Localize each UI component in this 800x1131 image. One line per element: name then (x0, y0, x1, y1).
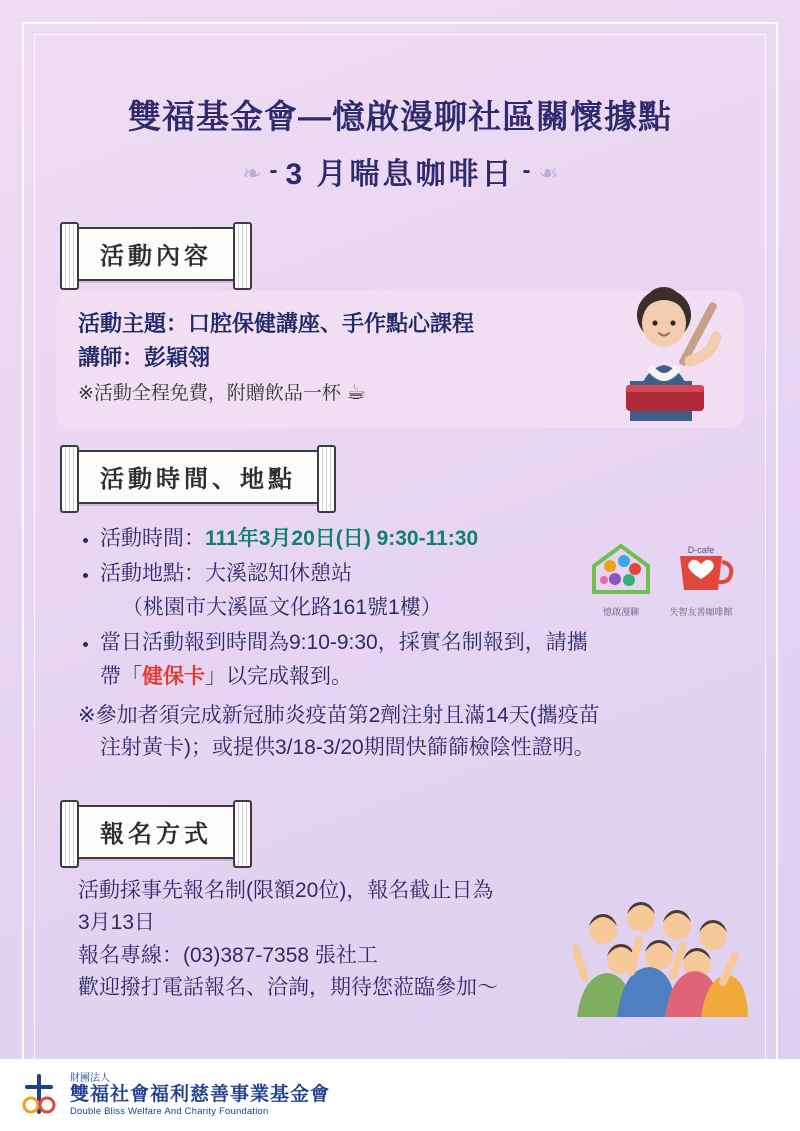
dash-left: - (269, 157, 278, 185)
vaccine-note-line-1: ※參加者須完成新冠肺炎疫苗第2劑注射且滿14天(攜疫苗 (78, 703, 600, 727)
registration-line-4: 歡迎撥打電話報名、洽詢，期待您蒞臨參加～ (78, 976, 498, 1000)
registration-line-2: 3月13日 (78, 911, 156, 935)
poster-title: 雙福基金會—憶啟漫聊社區關懷據點 (128, 98, 672, 135)
svg-text:D-cafe: D-cafe (687, 544, 715, 555)
logo-dcafe (668, 540, 734, 618)
cup-logo-icon (668, 540, 734, 598)
checkin-text-part2 (100, 660, 724, 694)
checkin-suffix: 」以完成報到。 (205, 664, 352, 688)
activity-note: ※活動全程免費，附贈飲品一杯 (78, 383, 341, 405)
activity-time-value: 111年3月20日(日) 9:30-11:30 (205, 526, 479, 550)
footer-line-3: Double Bliss Welfare And Charity Foundation (70, 1105, 269, 1117)
activity-place-label: 活動地點： (100, 562, 205, 586)
activity-time-label: 活動時間： (100, 526, 205, 550)
footer-text-block (70, 1073, 330, 1117)
logo-yiqimanliao (588, 540, 654, 618)
activity-address: （桃園市大溪區文化路161號1樓） (122, 595, 442, 619)
banner-registration-label: 報名方式 (64, 805, 248, 859)
foundation-logo-icon (18, 1072, 60, 1118)
registration-phone: 報名專線：(03)387-7358 張社工 (78, 943, 378, 967)
time-place-card (56, 514, 744, 783)
frame-corner-top-right (744, 22, 778, 56)
leaf-icon-left: ❧ (242, 159, 262, 186)
coffee-icon: ☕ (346, 379, 366, 405)
banner-activity-content (64, 227, 248, 281)
house-logo-icon (588, 540, 654, 598)
banner-time-place-label: 活動時間、地點 (64, 450, 332, 504)
banner-registration (64, 805, 248, 859)
banner-time-place (64, 450, 332, 504)
vaccine-note-line-2: 注射黃卡)；或提供3/18-3/20期間快篩篩檢陰性證明。 (100, 736, 595, 760)
section-activity-content (56, 227, 744, 427)
poster-subtitle: 3 月喘息咖啡日 (285, 158, 515, 192)
banner-activity-content-label: 活動內容 (64, 227, 248, 281)
poster-subtitle-row (56, 149, 744, 193)
leaf-icon-right: ❧ (538, 159, 558, 186)
registration-card (56, 869, 744, 1023)
checkin-text-part1: 當日活動報到時間為9:10-9:30，採實名制報到，請攜 (100, 631, 588, 655)
logo-yiqimanliao-caption: 憶啟漫聊 (602, 606, 639, 617)
activity-theme: 活動主題：口腔保健講座、手作點心課程 (78, 311, 475, 337)
poster-title-block (56, 96, 744, 193)
health-card-highlight: 健保卡 (142, 664, 205, 688)
partner-logos (588, 540, 734, 618)
activity-place-value: 大溪認知休憩站 (205, 562, 352, 586)
section-time-place (56, 450, 744, 783)
dash-right: - (522, 157, 531, 185)
teacher-illustration (598, 281, 738, 436)
logo-dcafe-caption: 失智友善咖啡館 (669, 606, 733, 617)
section-registration (56, 805, 744, 1023)
registration-line-1: 活動採事先報名制(限額20位)，報名截止日為 (78, 878, 494, 902)
footer-line-2: 雙福社會福利慈善事業基金會 (70, 1084, 331, 1106)
checkin-prefix: 帶「 (100, 664, 142, 688)
activity-lecturer: 講師：彭穎翎 (78, 345, 211, 371)
frame-corner-top-left (22, 22, 56, 56)
bullet-checkin (100, 626, 724, 693)
activity-content-card (56, 291, 744, 427)
crowd-illustration (573, 882, 748, 1017)
footer-line-1: 財團法人 (70, 1073, 110, 1085)
footer-bar (0, 1059, 800, 1131)
